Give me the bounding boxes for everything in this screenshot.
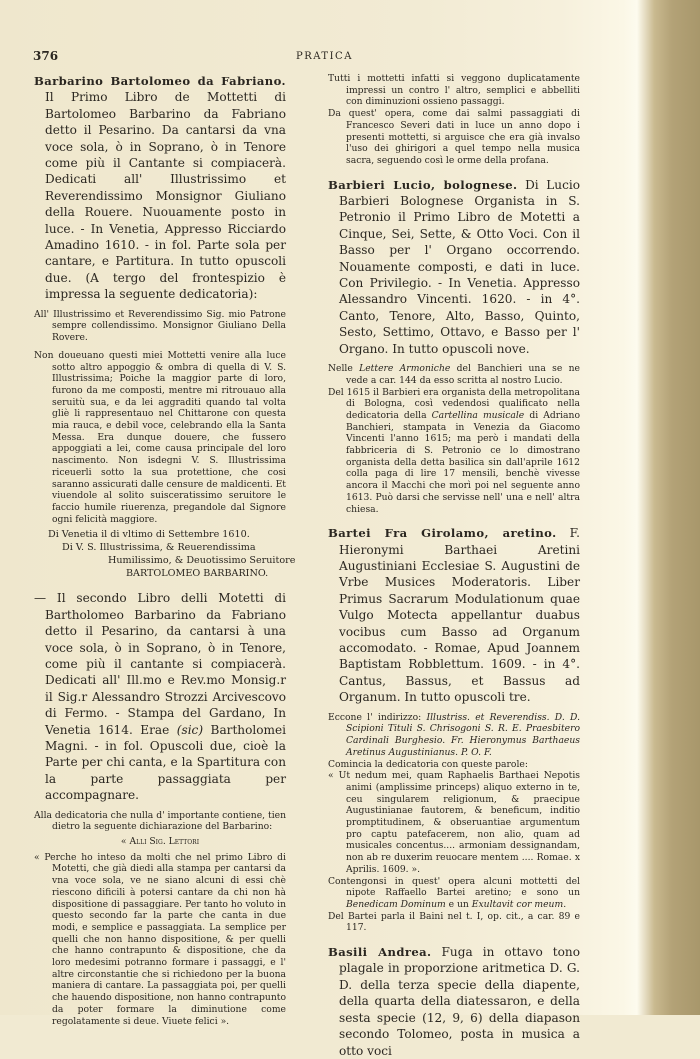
signature: BARTOLOMEO BARBARINO. <box>126 568 269 580</box>
motet-title: Benedicam Dominum <box>346 898 446 910</box>
dedication-signoff <box>34 528 296 580</box>
entry-body: Fuga in ottavo tono plagale in proporzione aritmetica D. G. D. della terza specie della diapente, della quarta della diatessaron, e della sesta specie (12, 9, 6) della diapason secondo Tolomeo, posta in musica a otto voci <box>339 945 580 1058</box>
motet-title: Exultavit cor meum. <box>471 898 567 910</box>
note-text: di Adriano Banchieri, stampata in Venezia da Giacomo Vincenti l'anno 1615; ma però i mandati della fabbriceria di S. Petronio ce lo dimostrano organista della detta basilica sin dall'aprile 1612 colla paga di lire 17 mensili, benchè vivesse ancora il Macchi che morì poi nel seguente anno 1613. Può darsi che servisse nell' una e nell' altra chiesa. <box>346 409 580 515</box>
entry-barbarino-2 <box>34 590 286 803</box>
note-text: Del 1615 il Barbieri era organista della metropolitana di Bologna, così vedendosi qualificato nella dedicatoria della <box>328 386 580 421</box>
note-title: Cartellina musicale <box>431 409 525 421</box>
entry-body-part1: — Il secondo Libro delli Motetti di Bartholomeo Barbarino da Fabriano detto il Pesarino, da cantarsi à una voce sola, ò in Soprano, ò in Tenore, come più il cantante si compiacerà. Dedicati all' Ill.mo e Rev.mo Monsig.r il Sig.r Alessandro Strozzi Arcivescovo di Fermo. - Stampa del Gardano, In Venetia 1614. Erae <box>34 591 286 737</box>
entry-body: Il Primo Libro de Mottetti di Bartolomeo Barbarino da Fabriano detto il Pesarino. Da cantarsi da vna voce sola, ò in Soprano, ò in Tenore come più il Cantante si compiacerà. Dedicati all' Illustrissimo et Reverendissimo Monsignor Giuliano della Rouere. Nuouamente posto in luce. - In Venetia, Appresso Ricciardo Amadino 1610. - in fol. Parte sola per cantare, e Partitura. In tutto opuscoli due. (A tergo del frontespizio è impressa la seguente dedicatoria): <box>45 90 286 302</box>
entry-basili <box>328 944 580 1059</box>
note-item: Tutti i mottetti infatti si veggono duplicatamente impressi un contro l' altro, semplici e abbelliti con diminuzioni ossieno passaggi. <box>328 73 580 108</box>
entry-body: F. Hieronymi Barthaei Aretini Augustiniani Ecclesiae S. Augustini de Vrbe Musices Moderatoris. Liber Primus Sacrarum Modulationum quae Vulgo Motecta appellantur duabus vocibus cum Basso ad Organum accomodato. - Romae, Apud Joannem Baptistam Robblettum. 1609. - in 4°. Cantus, Bassus, et Bassus ad Organum. In tutto opuscoli tre. <box>339 526 580 705</box>
dedication-address: All' Illustrissimo et Reverendissimo Sig. mio Patrone sempre collendissimo. Monsignor Giuliano Della Rovere. <box>34 308 286 344</box>
dedication-note: Alla dedicatoria che nulla d' importante contiene, tien dietro la seguente dichiarazione del Barbarino: <box>34 809 286 833</box>
entry2-notes <box>34 810 286 1028</box>
sic-note: (sic) <box>176 722 204 737</box>
entry-heading: Bartei Fra Girolamo, aretino. <box>328 526 557 541</box>
entry-body-part2: Bartholomei Magni. - in fol. Opuscoli due, cioè la Parte per chi canta, e la Spartitura con la parte passaggiata per accompagnare. <box>45 722 287 803</box>
date-line: Di Venetia il di vltimo di Settembre 1610. <box>48 529 250 541</box>
note-intro: Comincia la dedicatoria con queste parole: <box>328 758 528 770</box>
bartei-notes <box>328 712 580 934</box>
page-number: 376 <box>33 49 59 63</box>
entry-barbieri <box>328 177 580 357</box>
entry-body: Di Lucio Barbieri Bolognese Organista in S. Petronio il Primo Libro de Motetti a Cinque, Sei, Sette, & Otto Voci. Con il Basso per l' Organo occorrendo. Nouamente composti, e dati in luce. Con Privilegio. - In Venetia. Appresso Alessandro Vincenti. 1620. - in 4°. Canto, Tenore, Alto, Basso, Quinto, Sesto, Settimo, Ottavo, e Basso per l' Organo. In tutto opuscoli nove. <box>339 177 580 356</box>
note-text: Eccone l' indirizzo: <box>328 711 427 723</box>
note-text: del Banchieri una se ne vede a car. 144 da esso scritta al nostro Lucio. <box>346 363 580 386</box>
declaration-quote: « Perche ho inteso da molti che nel primo Libro di Motetti, che già diedi alla stampa per cantarsi da vna voce sola, ve ne siano alcuni di essi chè riescono dificili à potersi cantare da chi non hà dispositione di passaggiare. Per tanto ho voluto in questo secondo far la parte che canta in due modi, e semplice e passaggiata. La semplice per quelli che non hanno dispositione, & per quelli che hanno contrapunto & dispositione, che da loro medesimi potranno formare i passaggi, e l' altre circonstantie che si richiedono per la buona maniera di cantare. La passaggiata poi, per quelli che hauendo dispositione, non hanno contrapunto da poter formare la diminutione come regolatamente si deue. Viuete felici ». <box>34 851 286 1027</box>
note-item: Da quest' opera, come dai salmi passaggiati di Francesco Severi dati in luce un anno dopo i presenti mottetti, si arguisce che era già invalso l'uso dei ghirigori a quel tempo nella musica sacra, seguendo così le orme della profana. <box>328 108 580 166</box>
note-item: Del Bartei parla il Baini nel t. I, op. cit., a car. 89 e 117. <box>328 910 580 934</box>
entry-heading: Basili Andrea. <box>328 945 432 960</box>
salutation: « Alli Sig. Lettori <box>120 836 200 848</box>
notes-top <box>328 73 580 167</box>
barbieri-notes <box>328 363 580 515</box>
dedication-letter: Non doueuano questi miei Mottetti venire alla luce sotto altro appoggio & ombra di quella di V. S. Illustrissima; Poiche la maggior parte di loro, furono da me composti, mentre mi ritrouauo alla seruitù sua, e da lei aggraditi quando tal volta gliè li rappresentauo nel Chittarone con questa mia rauca, e debil voce, celebrando ella la Santa Messa. Era dunque douere, che fussero appoggiati a lei, come causa principale del loro nascimento. Non isdegni V. S. Illustrissima riceuerli sotto la sua protettione, che cosi saranno assicurati dalle censure de maldicenti. Et viuendole al solito suisceratissimo seruitore le faccio humile riuerenza, pregandole dal Signore ogni felicità maggiore. <box>34 349 286 525</box>
entry-barbarino-1 <box>34 73 286 303</box>
note-text: Contengonsi in quest' opera alcuni mottetti del nipote Raffaello Bartei aretino; e sono un <box>328 875 580 899</box>
left-column <box>34 73 296 1027</box>
running-head: PRATICA <box>296 51 353 62</box>
note-title: Lettere Armoniche <box>359 363 451 375</box>
closing-line-2: Humilissimo, & Deuotissimo Seruitore <box>108 555 296 567</box>
note-text: Nelle <box>328 363 360 375</box>
dedication <box>34 309 286 526</box>
closing-line-1: Di V. S. Illustrissima, & Reuerendissima <box>62 542 256 554</box>
entry-heading: Barbarino Bartolomeo da Fabriano. <box>34 74 286 88</box>
entry-bartei <box>328 525 580 705</box>
dedication-quote: « Ut nedum mei, quam Raphaelis Barthaei Nepotis animi (amplissime princeps) aliquo externo in te, ceu singularem religionum, & praecipue Augustinianae fautorem, & beneficum, inditio promptitudinem, & obseruantiae argumentum pro captu patefacerem, non alio, quam ad musicales concentus.... armoniam dessignandam, non ab re duxerim reuocare mentem .... Romae. x Aprilis. 1609. ». <box>328 770 580 875</box>
address-text: Illustriss. et Reverendiss. D. D. Scipioni Tituli S. Chrisogoni S. R. E. Praesbitero Cardinali Burghesio. Fr. Hieronymus Barthaeus Aretinus Augustinianus. P. O. F. <box>346 711 580 758</box>
right-column <box>328 73 580 1059</box>
entry-heading: Barbieri Lucio, bolognese. <box>328 177 518 192</box>
note-text: e un <box>445 898 472 910</box>
